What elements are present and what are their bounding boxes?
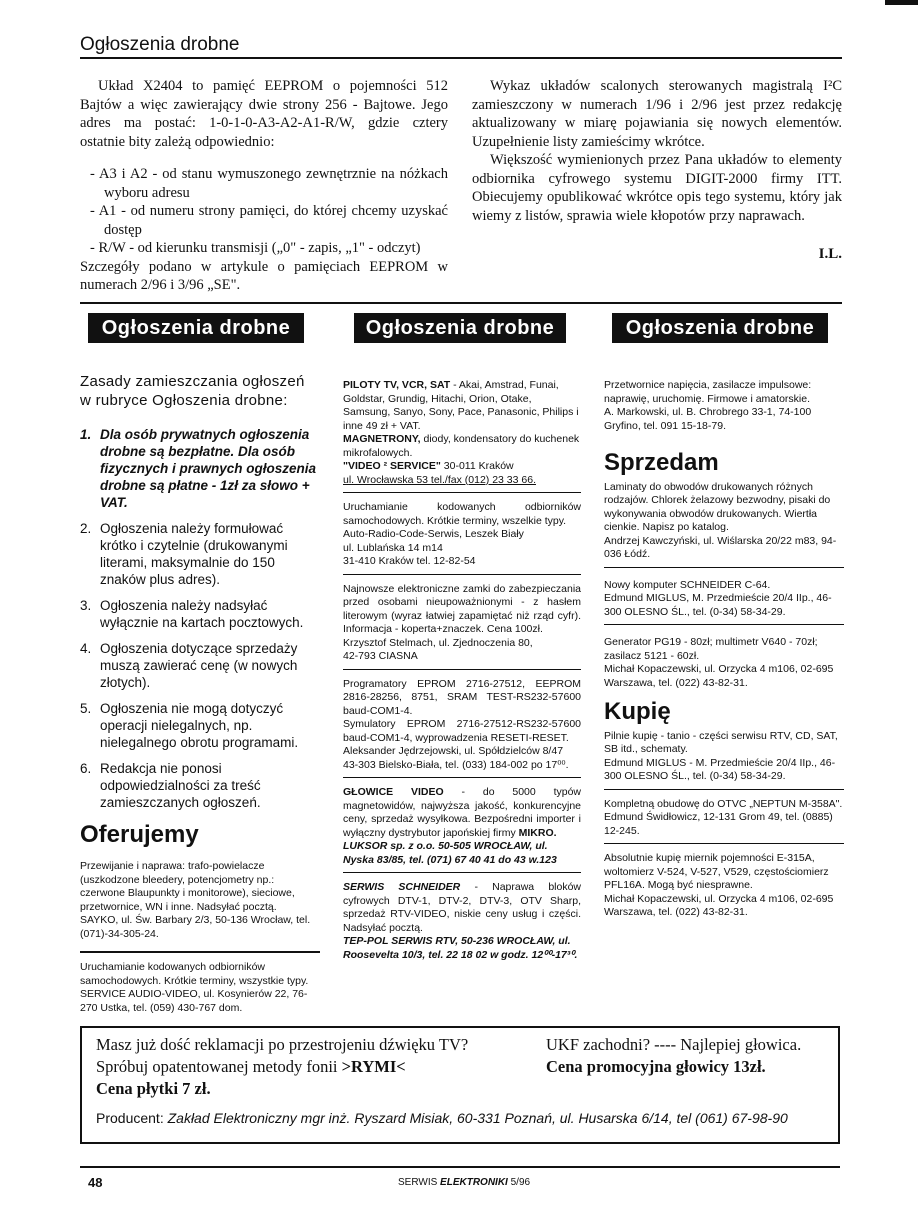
rules-column: [80, 372, 320, 1015]
rule-item: [80, 640, 320, 691]
rule-item: [80, 760, 320, 811]
magazine-prefix: SERWIS: [398, 1177, 441, 1188]
signature: I.L.: [818, 246, 842, 262]
buy-heading: Kupię: [604, 698, 671, 725]
ad-title: PILOTY TV, VCR, SAT: [343, 379, 451, 391]
ad-contact: Edmund MIGLUS - M. Przedmieście 20/4 IIp., 46-300 OLESNO ŚL., tel. (0-34) 58-34-29.: [604, 756, 836, 782]
classified-ad: [343, 376, 581, 493]
rule-item: [80, 426, 320, 511]
ad-text: - Akai, Amstrad, Funai, Goldstar, Grundig, Hitachi, Orion, Otake, Samsung, Sanyo, Sony, Pace, Panasonic, Philips i inne 49 zł + VAT.: [343, 379, 579, 432]
ad-address: 42-793 CIASNA: [343, 650, 418, 662]
ad-contact: Edmund MIGLUS, M. Przedmieście 20/4 IIp., 46-300 OLESNO ŚL., tel. (0-34) 58-34-29.: [604, 592, 832, 618]
offer-contact: SAYKO, ul. Św. Barbary 2/3, 50-136 Wrocław, tel. (071)-34-305-24.: [80, 914, 311, 940]
ad-contact: Michał Kopaczewski, ul. Orzycka 4 m106, 02-695 Warszawa, tel. (022) 43-82-31.: [604, 663, 834, 689]
ad-text: diody, kondensatory do kuchenek mikrofalowych.: [343, 433, 580, 459]
ad-address: ul. Lublańska 14 m14: [343, 541, 443, 554]
classified-ad: [604, 573, 844, 626]
ad-line: UKF zachodni? ---- Najlepiej głowica.: [546, 1035, 802, 1054]
classified-ad: [343, 498, 581, 575]
rule-text: Ogłoszenia należy nadsyłać wyłącznie na kartach pocztowych.: [100, 598, 304, 630]
offer-text: Przewijanie i naprawa: trafo-powielacze (uszkodzone bleedery, potencjometry np.: czerwone Blaupunkty i monitorowe), sieciowe, przetwornice, WN i inne. Nadsyłać pocztą.: [80, 860, 295, 913]
producer-label: Producent:: [96, 1110, 168, 1126]
ad-address: 30-011 Kraków: [440, 460, 514, 472]
ad-name: Aleksander Jędrzejowski, ul. Spółdzielców 8/47: [343, 745, 564, 757]
sell-heading: Sprzedam: [604, 449, 719, 476]
top-right-column: [472, 77, 842, 264]
ad-contact: Michał Kopaczewski, ul. Orzycka 4 m106, 02-695 Warszawa, tel. (022) 43-82-31.: [604, 892, 834, 918]
ad-address: ul. Wrocławska 53 tel./fax (012) 23 33 66.: [343, 473, 536, 486]
section-band: Ogłoszenia drobne: [354, 313, 566, 343]
ad-text: Przetwornice napięcia, zasilacze impulsowe: naprawię, uruchomię. Firmowe i amatorskie.: [604, 379, 812, 405]
ad-text: Uruchamianie kodowanych odbiorników samochodowych. Krótkie terminy, wszelkie typy.: [343, 501, 581, 527]
page-number: 48: [88, 1175, 103, 1190]
ad-brand: MIKRO.: [518, 826, 557, 839]
ad-price: Cena promocyjna głowicy 13zł.: [546, 1057, 766, 1076]
ads-column-middle: [343, 376, 581, 972]
magazine-name: [398, 1177, 530, 1188]
ad-left-text: [96, 1034, 536, 1100]
ad-brand: >RYMI<: [341, 1057, 406, 1076]
offer-ad: [80, 961, 320, 1015]
rule-number: 3.: [80, 598, 92, 613]
ad-text: Kompletną obudowę do OTVC „NEPTUN M-358A".: [604, 797, 843, 810]
rule-number: 4.: [80, 641, 92, 656]
rules-intro: Zasady zamieszczania ogłoszeń w rubryce Ogłoszenia drobne:: [80, 373, 305, 409]
rule-item: [80, 700, 320, 751]
ad-company: LUKSOR sp. z o.o. 50-505 WROCŁAW, ul. Nyska 83/85, tel. (071) 67 40 41 do 43 w.123: [343, 840, 557, 866]
ad-text: Symulatory EPROM 2716-27512-RS232-57600 baud-COM1-4, wyprowadzenia RESETI-RESET.: [343, 718, 581, 744]
ad-title: GŁOWICE VIDEO: [343, 786, 444, 798]
ad-title: MAGNETRONY,: [343, 433, 421, 445]
top-left-paragraph: Układ X2404 to pamięć EEPROM o pojemności 512 Bajtów a więc zawierający dwie strony 256 - Bajtowe. Jego adres ma postać: 1-0-1-0-A3-A2-A1-R/W, gdzie cztery ostatnie bity zależą odpowiednio:: [80, 78, 448, 150]
ad-title: SERWIS SCHNEIDER: [343, 881, 461, 893]
advertisement-box: [80, 1026, 840, 1144]
rule-item: [80, 597, 320, 631]
ad-text: - do 5000 typów magnetowidów, najwyższa jakość, konkurencyjne ceny, sprzedaż wysyłkowa. Bezpośredni importer i wyłączny dystrybutor japońskiej firmy: [343, 786, 581, 839]
section-rule: [80, 302, 842, 304]
ad-text: Laminaty do obwodów drukowanych różnych rodzajów. Chlorek żelazowy bezwodny, pisaki do wykonywania obwodów drukowanych. Wiertła cienkie. Napisz po katalog.: [604, 480, 831, 533]
rule-text: Redakcja nie ponosi odpowiedzialności za treść zamieszczanych ogłoszeń.: [100, 761, 261, 810]
offer-text: Uruchamianie kodowanych odbiorników samochodowych. Krótkie terminy, wszystkie typy.: [80, 961, 309, 987]
classified-ad: [604, 849, 844, 925]
rules-list: [80, 426, 320, 811]
ad-line: [96, 1056, 536, 1078]
classified-ad: [604, 727, 844, 790]
rule-number: 1.: [80, 427, 92, 442]
ad-right-text: [546, 1034, 836, 1078]
classified-ad: [343, 675, 581, 779]
ads-column-right: [604, 376, 844, 930]
ad-text: Nowy komputer SCHNEIDER C-64.: [604, 578, 771, 591]
ad-text: Programatory EPROM 2716-27512, EEPROM 2816-28256, 8751, SRAM TEST-RS232-57600 baud-COM1-4.: [343, 677, 581, 717]
ad-text: Najnowsze elektroniczne zamki do zabezpieczania przed osobami nieupoważnionymi - z hasłem literowym (wyraz łatwiej zapamiętać niż rząd cyfr). Informacja - koperta+znaczek. Cena 100zł.: [343, 582, 581, 635]
classified-ad: [343, 878, 581, 967]
top-right-paragraph-2: Większość wymienionych przez Pana układów to elementy odbiornika cyfrowego systemu DIGIT-2000 firmy ITT. Obiecujemy opublikować wkrótce opis tego systemu, który jak wiemy z listów, sprawia wiele kłopotów przy naprawach.: [472, 152, 842, 224]
top-right-paragraph-1: Wykaz układów scalonych sterowanych magistralą I²C zamieszczony w numerach 1/96 i 2/96 jest przez redakcję aktualizowany w miarę pojawiania się nowych elementów. Uzupełnienie listy zamieścimy wkrótce.: [472, 78, 842, 150]
classified-ad: [604, 478, 844, 568]
ad-name: Krzysztof Stelmach, ul. Zjednoczenia 80,: [343, 636, 533, 649]
ad-text: - Naprawa bloków cyfrowych DTV-1, DTV-2, DTV-3, OTV Sharp, sprzedaż RTV-VIDEO, niskie ceny usług i części. Nadsyłać pocztą.: [343, 881, 582, 934]
ad-line: Masz już dość reklamacji po przestrojeniu dźwięku TV?: [96, 1035, 469, 1054]
dash-item: - A3 i A2 - od stanu wymuszonego zewnętrznie na nóżkach wyboru adresu: [90, 166, 448, 201]
offer-heading: Oferujemy: [80, 821, 199, 848]
ad-address: 43-303 Bielsko-Biała, tel. (033) 184-002 po 17⁰⁰.: [343, 758, 569, 771]
classified-ad: [604, 795, 844, 845]
rule-number: 5.: [80, 701, 92, 716]
top-left-closing: Szczegóły podano w artykule o pamięciach EEPROM w numerach 2/96 i 3/96 „SE".: [80, 258, 448, 293]
top-left-column: [80, 77, 448, 295]
classified-ad: [604, 630, 844, 695]
rule-text: Dla osób prywatnych ogłoszenia drobne są bezpłatne. Dla osób fizycznych i prawnych ogłoszenia drobne są płatne - 1zł za słowo + VAT.: [100, 427, 317, 510]
ad-company: "VIDEO ² SERVICE": [343, 460, 441, 472]
rule-text: Ogłoszenia dotyczące sprzedaży muszą zawierać cenę (w nowych złotych).: [100, 641, 298, 690]
dash-item: - R/W - od kierunku transmisji („0" - zapis, „1" - odczyt): [90, 240, 421, 256]
rule-number: 6.: [80, 761, 92, 776]
offer-contact: SERVICE AUDIO-VIDEO, ul. Kosynierów 22, 76-270 Ustka, tel. (059) 430-767 dom.: [80, 988, 308, 1014]
edge-mark: [885, 0, 918, 5]
header-rule: [80, 57, 842, 59]
ad-contact: A. Markowski, ul. B. Chrobrego 33-1, 74-100 Gryfino, tel. 091 15-18-79.: [604, 406, 812, 432]
producer-name: Zakład Elektroniczny mgr inż. Ryszard Misiak, 60-331 Poznań, ul. Husarska 6/14, tel (061) 67-98-90: [167, 1110, 788, 1126]
issue-number: 5/96: [507, 1177, 531, 1188]
producer-line: [96, 1110, 836, 1126]
rule-item: [80, 520, 320, 588]
footer-rule: [80, 1166, 840, 1168]
ad-text: Absolutnie kupię miernik pojemności E-315A, woltomierz V-524, V-527, V529, częstościomierz PFL16A. Mogą być niesprawne.: [604, 852, 829, 891]
ad-contact: Andrzej Kawczyński, ul. Wiślarska 20/22 m83, 94-036 Łódź.: [604, 534, 837, 560]
magazine-title: ELEKTRONIKI: [440, 1177, 508, 1188]
classified-ad: [604, 376, 844, 438]
rule-number: 2.: [80, 521, 92, 536]
ad-text: Pilnie kupię - tanio - części serwisu RTV, CD, SAT, SB itd., schematy.: [604, 729, 838, 755]
ad-contact: Edmund Świdłowicz, 12-131 Grom 49, tel. (0885) 12-245.: [604, 811, 833, 837]
classified-ad: [343, 783, 581, 873]
section-band: Ogłoszenia drobne: [88, 313, 304, 343]
ad-company: TEP-POL SERWIS RTV, 50-236 WROCŁAW, ul. Roosevelta 10/3, tel. 22 18 02 w godz. 12⁰⁰-17³⁰.: [343, 935, 578, 961]
offer-ad: [80, 857, 320, 953]
ad-text: Generator PG19 - 80zł; multimetr V640 - 70zł; zasilacz 5121 - 60zł.: [604, 636, 818, 662]
page-header-title: Ogłoszenia drobne: [80, 34, 240, 55]
ad-name: Auto-Radio-Code-Serwis, Leszek Biały: [343, 528, 524, 540]
dash-item: - A1 - od numeru strony pamięci, do której chcemy uzyskać dostęp: [90, 203, 448, 238]
rule-text: Ogłoszenia należy formułować krótko i czytelnie (drukowanymi literami, maksymalnie do 150 znaków plus adres).: [100, 521, 288, 587]
classified-ad: [343, 580, 581, 670]
ad-address: 31-410 Kraków tel. 12-82-54: [343, 555, 476, 567]
ad-line-part: Spróbuj opatentowanej metody fonii: [96, 1057, 342, 1076]
ad-price: Cena płytki 7 zł.: [96, 1079, 211, 1098]
section-band: Ogłoszenia drobne: [612, 313, 828, 343]
rule-text: Ogłoszenia nie mogą dotyczyć operacji nielegalnych, np. nielegalnego obrotu programami.: [100, 701, 299, 750]
